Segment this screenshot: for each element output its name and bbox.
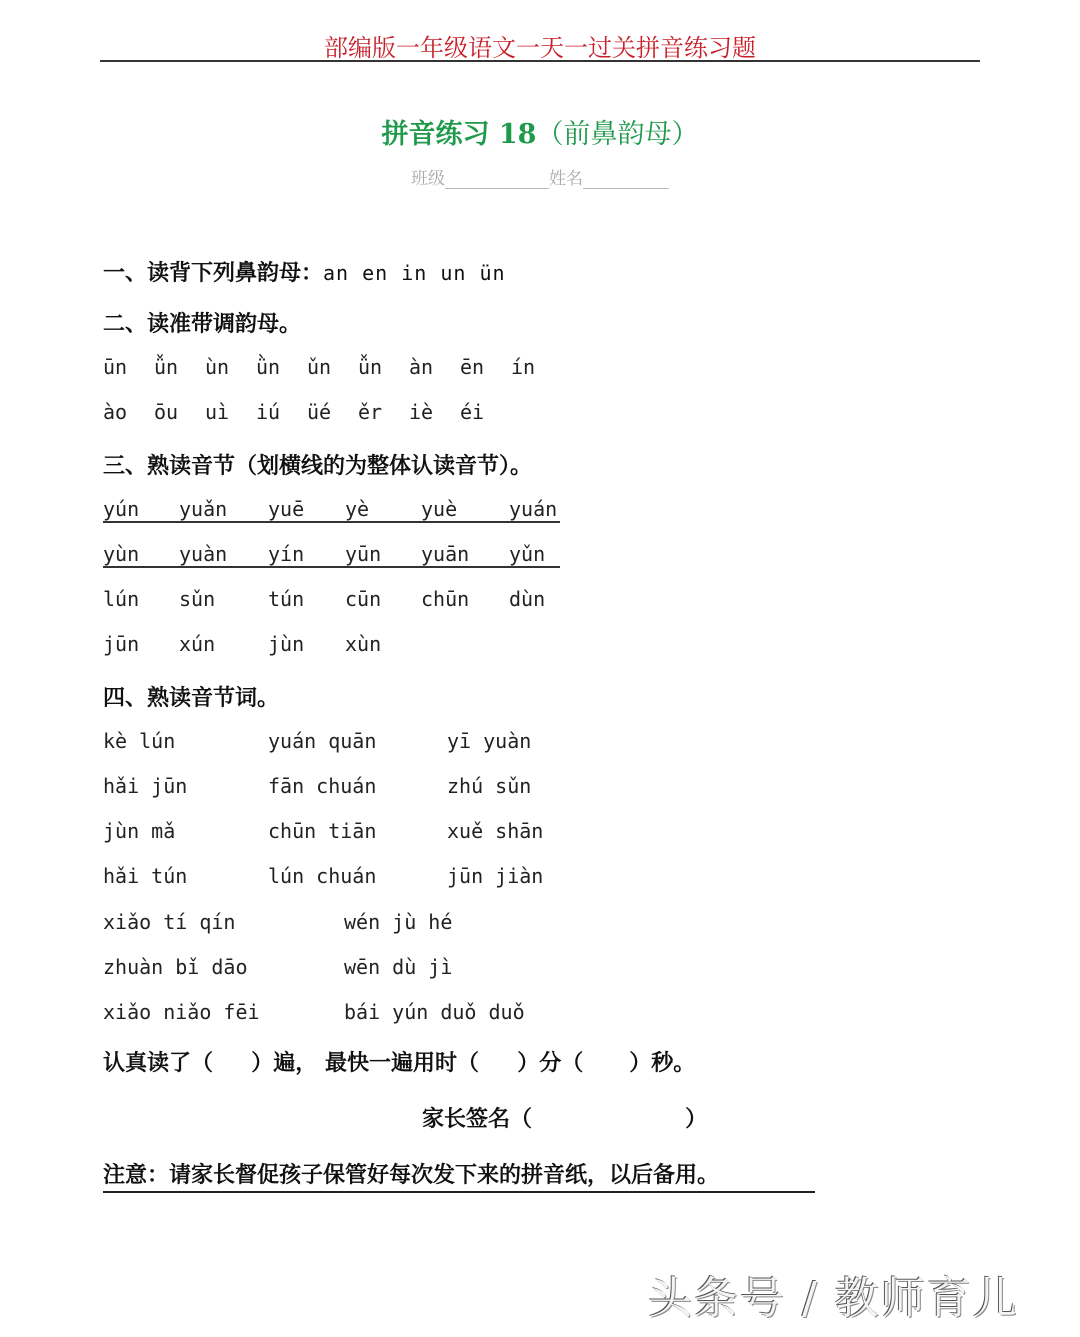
syllable: ào [103, 400, 128, 424]
syllable: ēn [460, 355, 485, 379]
syllable: ōu [154, 400, 179, 424]
word-row [103, 729, 563, 757]
syllable: yuán [509, 497, 558, 521]
header-title: 部编版一年级语文一天一过关拼音练习题 [324, 34, 756, 62]
syllable: yuē [268, 497, 305, 521]
syllable: jùn [268, 632, 305, 656]
syllable: yǔn [509, 542, 546, 566]
reading-record[interactable]: 认真读了（ ）遍， 最快一遍用时（ ）分（ ）秒。 [103, 1051, 696, 1076]
student-info-line [0, 164, 1080, 189]
class-label: 班级 [411, 169, 445, 189]
section1-finals: an en in un ün [323, 261, 506, 285]
word: hǎi jūn [103, 774, 188, 798]
syllable: lún [103, 587, 140, 611]
syllable: yè [345, 497, 370, 521]
syllable: xùn [345, 632, 382, 656]
parent-signature[interactable]: 家长签名（ ） [422, 1107, 708, 1132]
section2-row-2 [103, 400, 563, 428]
word-row [103, 910, 563, 938]
syllable: yín [268, 542, 305, 566]
word: wén jù hé [344, 910, 453, 934]
word: xiǎo tí qín [103, 910, 236, 934]
whole-syllable-underline [103, 566, 560, 568]
syllable: jūn [103, 632, 140, 656]
section1-heading [103, 256, 506, 287]
syllable: chūn [421, 587, 470, 611]
word: yī yuàn [447, 729, 532, 753]
word: zhuàn bǐ dāo [103, 955, 248, 979]
syllable: uì [205, 400, 230, 424]
word: zhú sǔn [447, 774, 532, 798]
word: bái yún duǒ duǒ [344, 1000, 525, 1024]
section1-heading-text: 一、读背下列鼻韵母： [103, 261, 324, 286]
word-row [103, 864, 563, 892]
worksheet-title [0, 112, 1080, 151]
word: jūn jiàn [447, 864, 544, 888]
word: xuě shān [447, 819, 544, 843]
syllable: ěr [358, 400, 383, 424]
word: hǎi tún [103, 864, 188, 888]
syllable: yún [103, 497, 140, 521]
worksheet-title-main: 拼音练习 18 [381, 119, 537, 150]
syllable: dùn [509, 587, 546, 611]
syllable: üé [307, 400, 332, 424]
syllable: yuān [421, 542, 470, 566]
syllable: ín [511, 355, 536, 379]
word-row [103, 955, 563, 983]
syllable: yuè [421, 497, 458, 521]
syllable: yuǎn [179, 497, 228, 521]
worksheet-title-sub: （前鼻韵母） [536, 119, 699, 150]
section3-row-1 [103, 587, 563, 615]
section4-heading: 四、熟读音节词。 [103, 686, 280, 711]
word-row [103, 1000, 563, 1028]
word: fān chuán [268, 774, 377, 798]
header-divider [100, 60, 980, 62]
word-row [103, 774, 563, 802]
class-field[interactable] [445, 170, 549, 189]
syllable: àn [409, 355, 434, 379]
syllable: ǜn [256, 355, 281, 379]
syllable: ūn [103, 355, 128, 379]
section3-row-2 [103, 632, 563, 660]
syllable: iú [256, 400, 281, 424]
syllable: xún [179, 632, 216, 656]
word: xiǎo niǎo fēi [103, 1000, 260, 1024]
syllable: éi [460, 400, 485, 424]
section3-heading: 三、熟读音节（划横线的为整体认读音节）。 [103, 454, 533, 479]
syllable: cūn [345, 587, 382, 611]
name-field[interactable] [583, 170, 669, 189]
word: yuán quān [268, 729, 377, 753]
section2-heading: 二、读准带调韵母。 [103, 312, 302, 337]
word: chūn tiān [268, 819, 377, 843]
watermark: 头条号 / 教师育儿 [648, 1273, 1019, 1324]
syllable: yuàn [179, 542, 228, 566]
section2-row-1 [103, 355, 563, 383]
syllable: ǔn [307, 355, 332, 379]
syllable: yūn [345, 542, 382, 566]
syllable: ǚn [358, 355, 383, 379]
word: kè lún [103, 729, 176, 753]
word: lún chuán [268, 864, 377, 888]
name-label: 姓名 [549, 169, 583, 189]
syllable: tún [268, 587, 305, 611]
whole-syllable-underline [103, 521, 560, 523]
word: jùn mǎ [103, 819, 176, 843]
word-row [103, 819, 563, 847]
syllable: ùn [205, 355, 230, 379]
syllable: iè [409, 400, 434, 424]
word: wēn dù jì [344, 955, 453, 979]
syllable: yùn [103, 542, 140, 566]
parent-note: 注意：请家长督促孩子保管好每次发下来的拼音纸，以后备用。 [103, 1158, 815, 1193]
syllable: ǚn [154, 355, 179, 379]
syllable: sǔn [179, 587, 216, 611]
